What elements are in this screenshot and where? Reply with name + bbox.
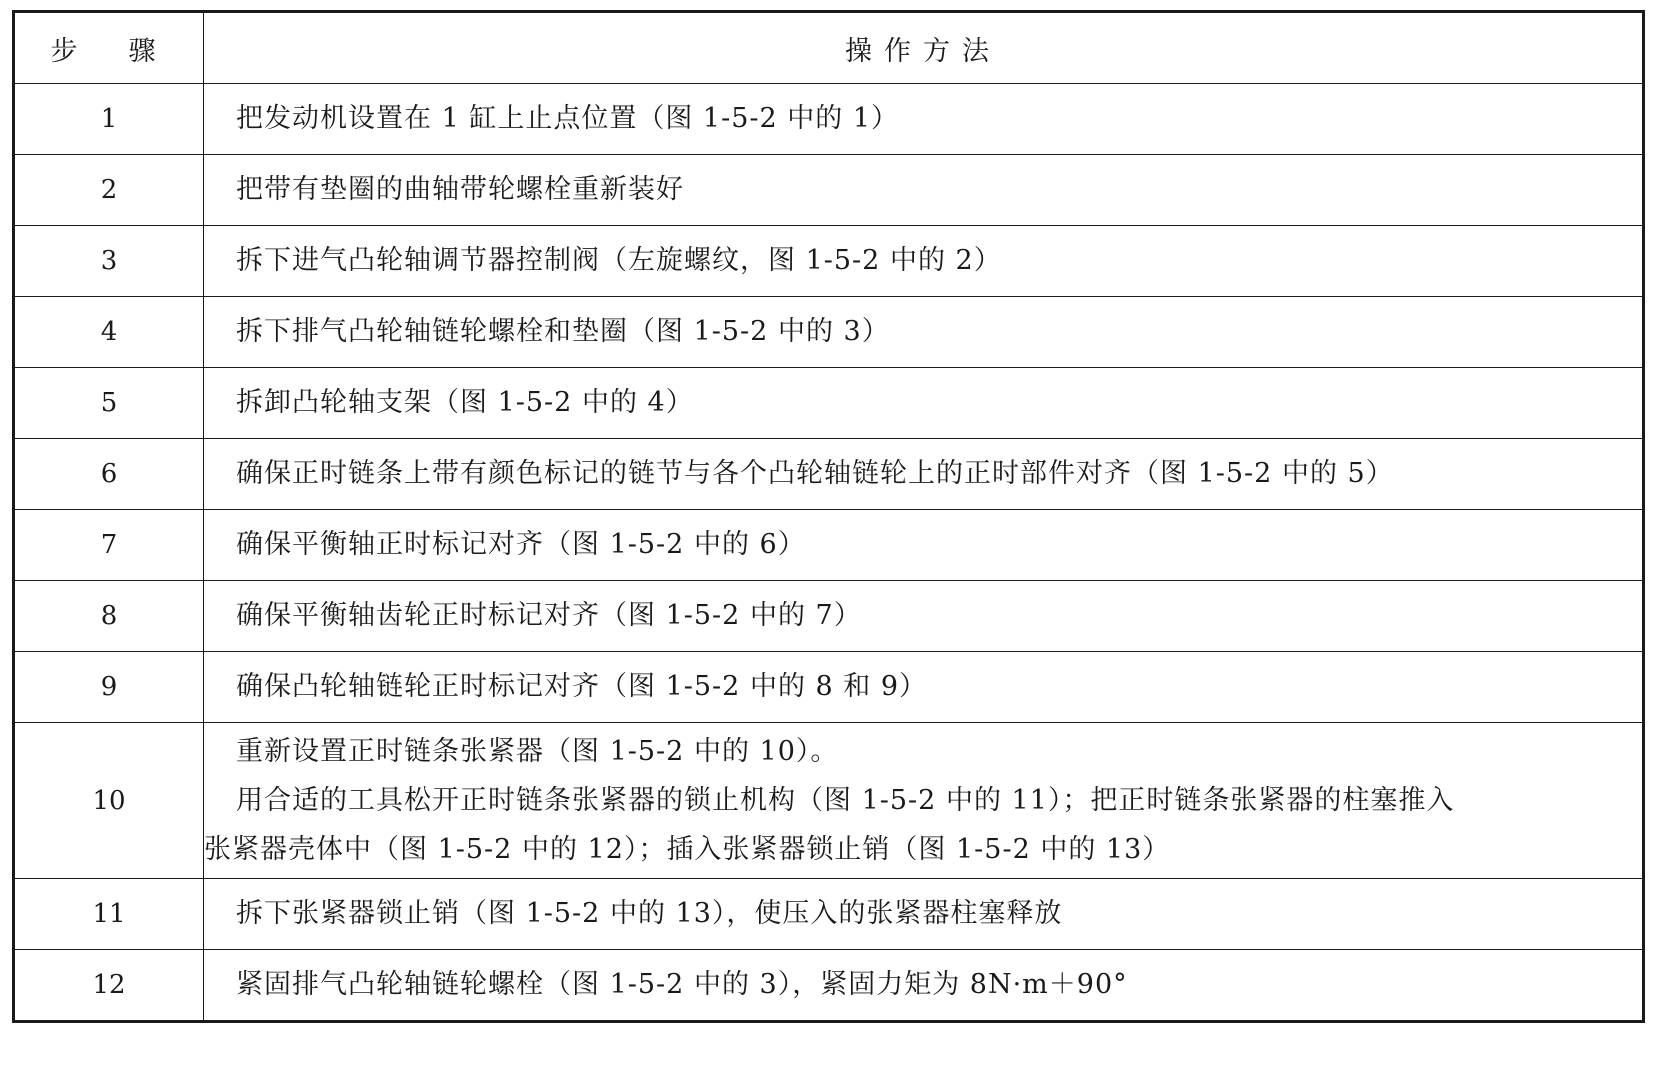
table-row bbox=[14, 879, 1644, 950]
column-header-step: 步 骤 bbox=[14, 12, 204, 84]
step-number: 3 bbox=[14, 226, 204, 297]
procedure-table bbox=[12, 10, 1645, 1023]
step-method: 紧固排气凸轮轴链轮螺栓（图 1-5-2 中的 3），紧固力矩为 8N·m＋90° bbox=[204, 950, 1644, 1022]
step-number: 9 bbox=[14, 652, 204, 723]
step-method-line: 用合适的工具松开正时链条张紧器的锁止机构（图 1-5-2 中的 11）；把正时链条张紧器的柱塞推入 bbox=[236, 785, 1455, 816]
step-method-line: 张紧器壳体中（图 1-5-2 中的 12）；插入张紧器锁止销（图 1-5-2 中的 13） bbox=[204, 834, 1171, 865]
table-row bbox=[14, 297, 1644, 368]
step-method: 确保凸轮轴链轮正时标记对齐（图 1-5-2 中的 8 和 9） bbox=[204, 652, 1644, 723]
step-number: 12 bbox=[14, 950, 204, 1022]
table-row bbox=[14, 84, 1644, 155]
step-method: 拆下进气凸轮轴调节器控制阀（左旋螺纹，图 1-5-2 中的 2） bbox=[204, 226, 1644, 297]
step-method: 把带有垫圈的曲轴带轮螺栓重新装好 bbox=[204, 155, 1644, 226]
table-row bbox=[14, 439, 1644, 510]
step-number: 5 bbox=[14, 368, 204, 439]
step-number: 10 bbox=[14, 723, 204, 879]
step-number: 2 bbox=[14, 155, 204, 226]
step-method: 确保正时链条上带有颜色标记的链节与各个凸轮轴链轮上的正时部件对齐（图 1-5-2 中的 5） bbox=[204, 439, 1644, 510]
table-row bbox=[14, 510, 1644, 581]
table-row bbox=[14, 226, 1644, 297]
step-number: 7 bbox=[14, 510, 204, 581]
table-row bbox=[14, 155, 1644, 226]
document-page bbox=[12, 10, 1642, 1063]
step-number: 8 bbox=[14, 581, 204, 652]
step-method bbox=[204, 723, 1644, 879]
table-row bbox=[14, 723, 1644, 879]
table-row bbox=[14, 652, 1644, 723]
step-number: 11 bbox=[14, 879, 204, 950]
step-method: 拆下排气凸轮轴链轮螺栓和垫圈（图 1-5-2 中的 3） bbox=[204, 297, 1644, 368]
table-row bbox=[14, 581, 1644, 652]
step-method: 确保平衡轴齿轮正时标记对齐（图 1-5-2 中的 7） bbox=[204, 581, 1644, 652]
step-method: 拆下张紧器锁止销（图 1-5-2 中的 13），使压入的张紧器柱塞释放 bbox=[204, 879, 1644, 950]
step-number: 4 bbox=[14, 297, 204, 368]
table-header-row bbox=[14, 12, 1644, 84]
step-method: 确保平衡轴正时标记对齐（图 1-5-2 中的 6） bbox=[204, 510, 1644, 581]
table-row bbox=[14, 368, 1644, 439]
step-method-line: 重新设置正时链条张紧器（图 1-5-2 中的 10）。 bbox=[236, 736, 839, 767]
step-number: 6 bbox=[14, 439, 204, 510]
table-row bbox=[14, 950, 1644, 1022]
step-method: 拆卸凸轮轴支架（图 1-5-2 中的 4） bbox=[204, 368, 1644, 439]
step-number: 1 bbox=[14, 84, 204, 155]
step-method: 把发动机设置在 1 缸上止点位置（图 1-5-2 中的 1） bbox=[204, 84, 1644, 155]
column-header-method: 操作方法 bbox=[204, 12, 1644, 84]
